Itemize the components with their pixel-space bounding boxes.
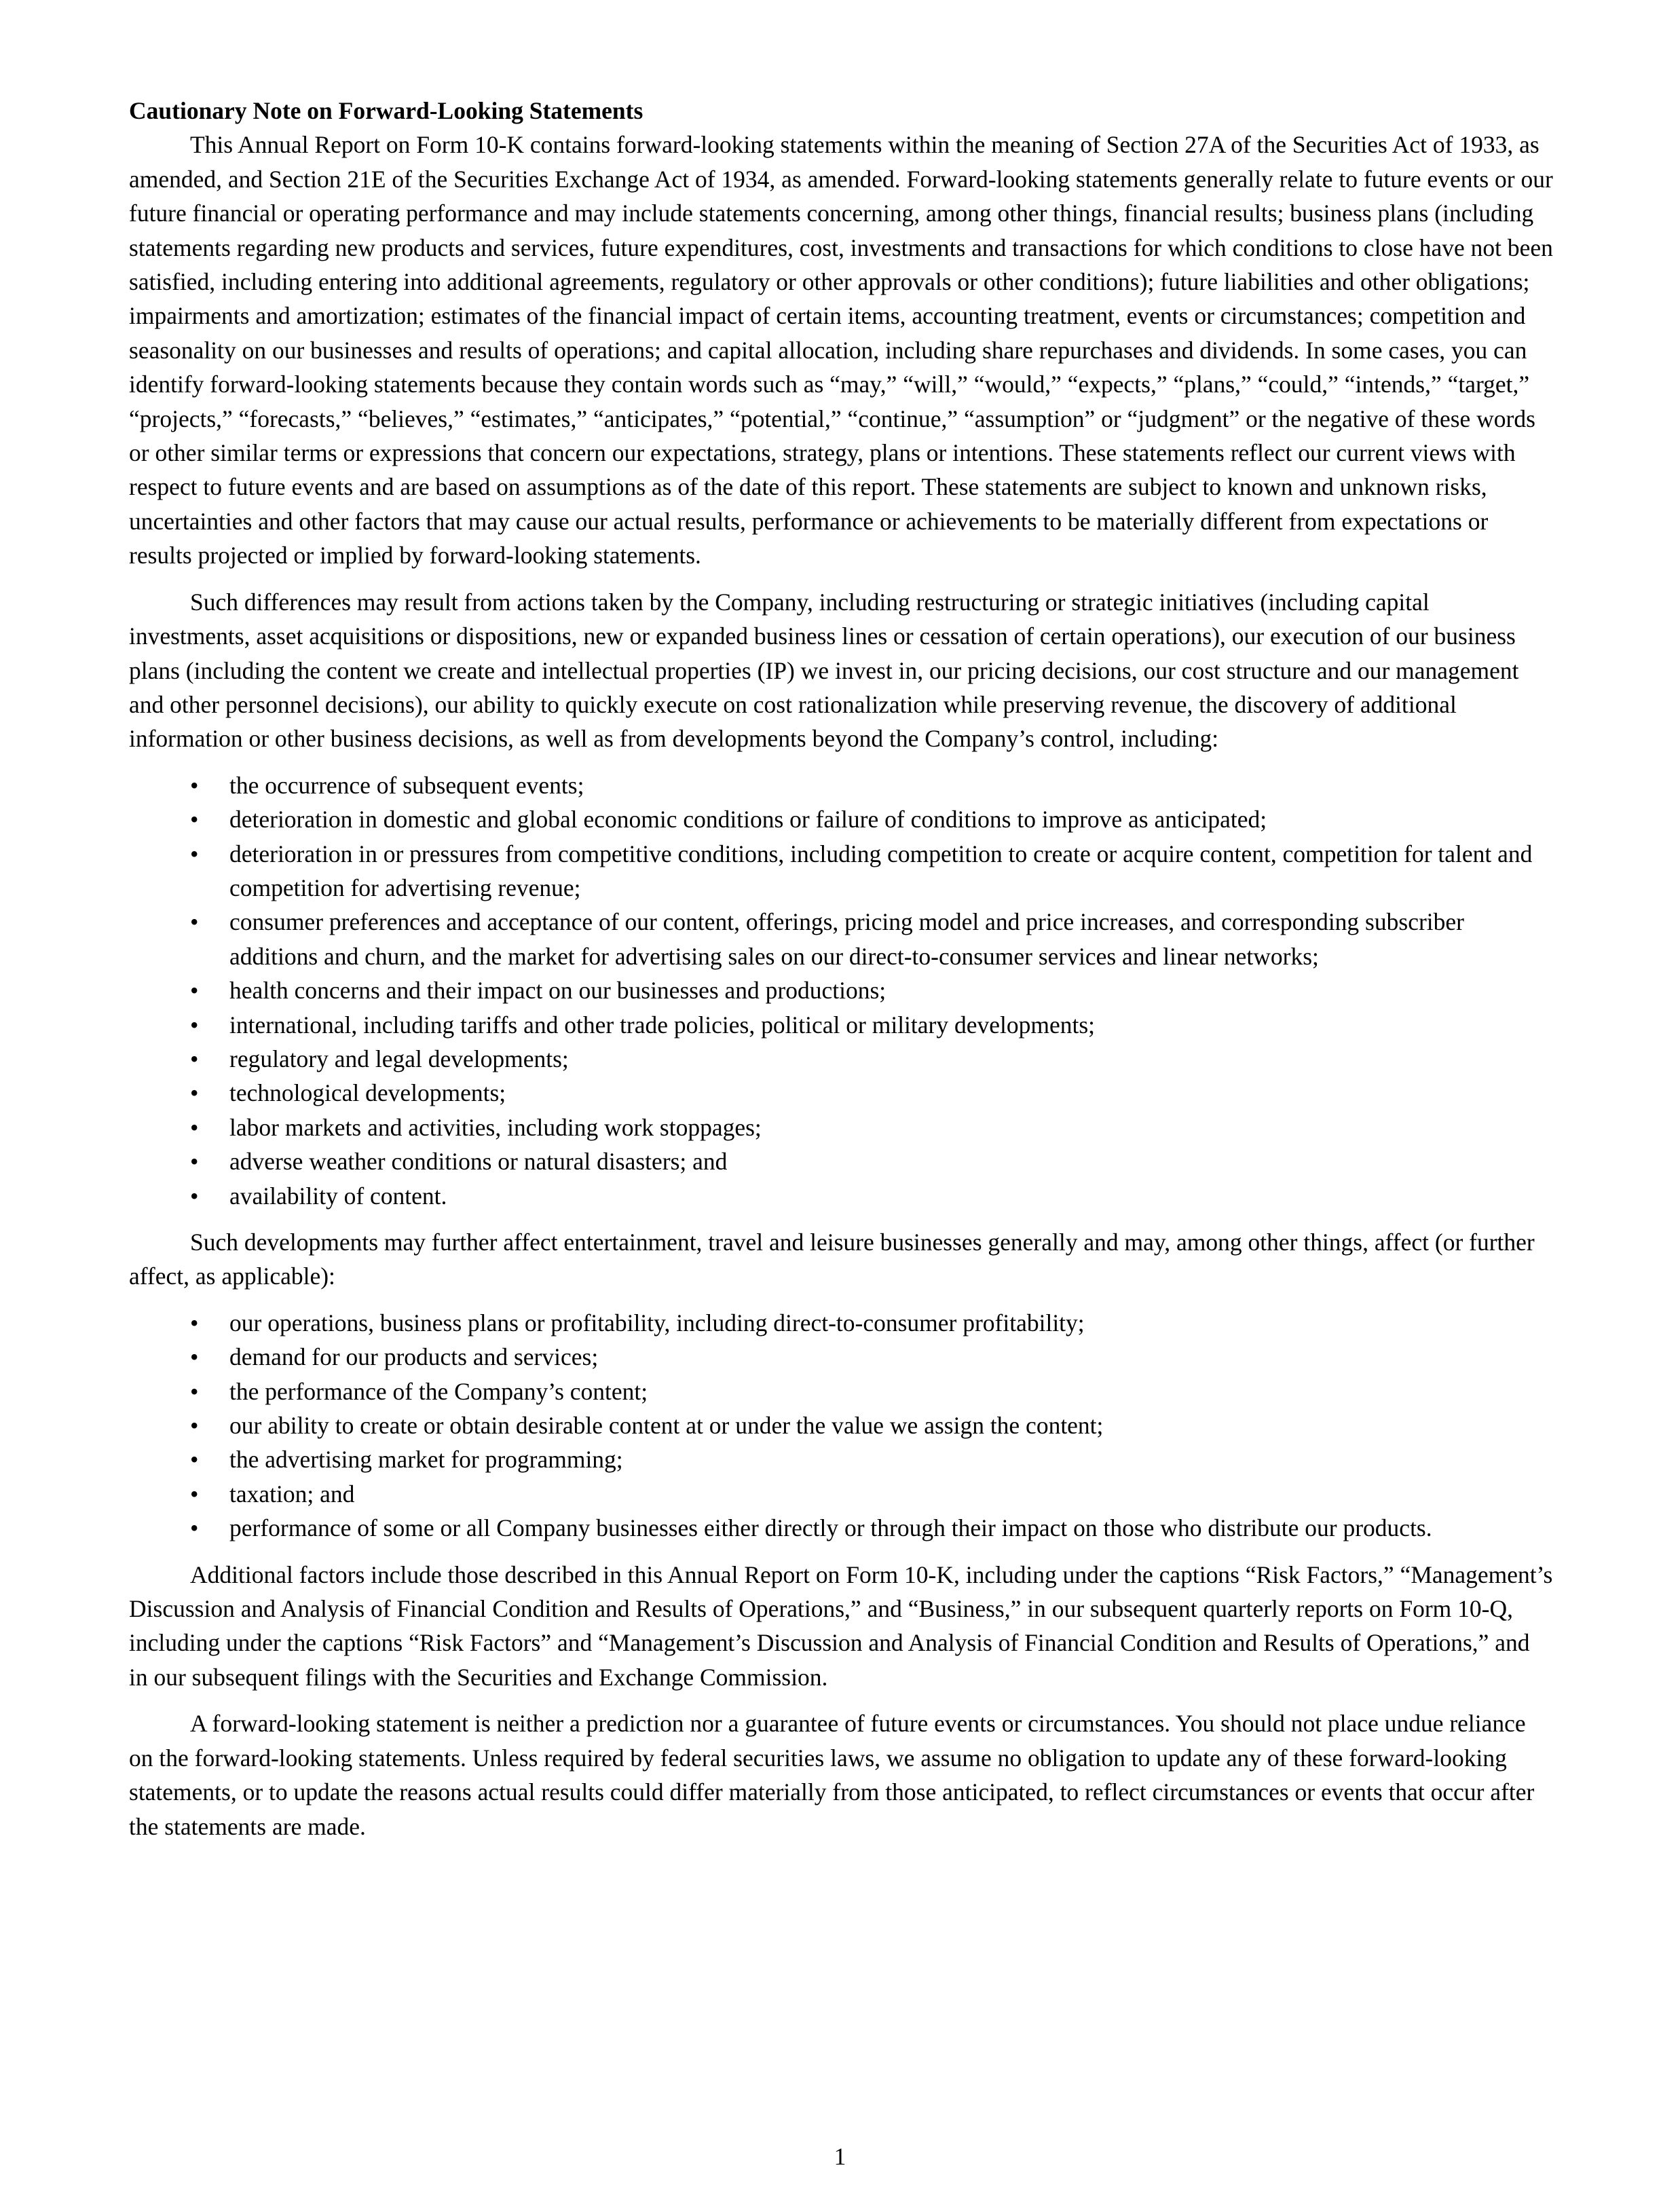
- list-item-text: consumer preferences and acceptance of our content, offerings, pricing model and price increases, and corresponding subscriber additions and churn, and the market for advertising sales on our direct-to-consumer services and linear networks;: [229, 908, 1464, 970]
- bullet-icon: •: [190, 1412, 199, 1440]
- bullet-icon: •: [190, 1148, 199, 1176]
- list-item-text: the performance of the Company’s content;: [229, 1377, 648, 1405]
- bullet-icon: •: [190, 1011, 199, 1039]
- bullet-icon: •: [190, 908, 199, 936]
- list-item-text: performance of some or all Company businesses either directly or through their impact on those who distribute our products.: [229, 1514, 1432, 1542]
- list-item: [129, 1144, 1554, 1178]
- list-item-text: international, including tariffs and other trade policies, political or military developments;: [229, 1011, 1096, 1039]
- document-page: [129, 94, 1554, 1856]
- bullet-icon: •: [190, 1343, 199, 1371]
- bullet-icon: •: [190, 840, 199, 867]
- bullet-icon: •: [190, 1480, 199, 1508]
- list-item: [129, 1340, 1554, 1374]
- list-item: [129, 1008, 1554, 1042]
- list-item: [129, 905, 1554, 973]
- bullet-icon: •: [190, 1309, 199, 1336]
- list-item: [129, 802, 1554, 836]
- page-number: 1: [834, 2143, 846, 2170]
- section-heading: Cautionary Note on Forward-Looking Statements: [129, 97, 643, 124]
- bullet-icon: •: [190, 1446, 199, 1474]
- bullet-icon: •: [190, 1045, 199, 1072]
- list-item-text: technological developments;: [229, 1079, 506, 1107]
- list-item-text: availability of content.: [229, 1182, 447, 1210]
- list-item-text: health concerns and their impact on our businesses and productions;: [229, 977, 886, 1005]
- paragraph-further-affect: Such developments may further affect entertainment, travel and leisure businesses generally and may, among other things, affect (or further affect, as applicable):: [129, 1229, 1535, 1290]
- paragraph-no-guarantee: A forward-looking statement is neither a prediction nor a guarantee of future events or circumstances. You should not place undue reliance on the forward-looking statements. Unless required by federal securities laws, we assume no obligation to update any of these forward-looking statements, or to update the reasons actual results could differ materially from those anticipated, to reflect circumstances or events that occur after the statements are made.: [129, 1710, 1535, 1840]
- list-item: [129, 1442, 1554, 1476]
- bullet-icon: •: [190, 1079, 199, 1107]
- paragraph-forward-looking-intro: This Annual Report on Form 10-K contains forward-looking statements within the meaning of Section 27A of the Securities Act of 1933, as amended, and Section 21E of the Securities Exchange Act of 1934, as amended. Forward-looking statements generally relate to future events or our future financial or operating performance and may include statements concerning, among other things, financial results; business plans (including statements regarding new products and services, future expenditures, cost, investments and transactions for which conditions to close have not been satisfied, including entering into additional agreements, regulatory or other approvals or other conditions); future liabilities and other obligations; impairments and amortization; estimates of the financial impact of certain items, accounting treatment, events or circumstances; competition and seasonality on our businesses and results of operations; and capital allocation, including share repurchases and dividends. In some cases, you can identify forward-looking statements because they contain words such as “may,” “will,” “would,” “expects,” “plans,” “could,” “intends,” “target,” “projects,” “forecasts,” “believes,” “estimates,” “anticipates,” “potential,” “continue,” “assumption” or “judgment” or the negative of these words or other similar terms or expressions that concern our expectations, strategy, plans or intentions. These statements reflect our current views with respect to future events and are based on assumptions as of the date of this report. These statements are subject to known and unknown risks, uncertainties and other factors that may cause our actual results, performance or achievements to be materially different from expectations or results projected or implied by forward-looking statements.: [129, 131, 1553, 569]
- list-item: [129, 1408, 1554, 1442]
- list-item-text: adverse weather conditions or natural disasters; and: [229, 1148, 728, 1176]
- list-item-text: the advertising market for programming;: [229, 1446, 623, 1474]
- list-item-text: the occurrence of subsequent events;: [229, 771, 584, 799]
- bullet-icon: •: [190, 1113, 199, 1141]
- list-item: [129, 1076, 1554, 1110]
- affected-areas-list: [129, 1306, 1554, 1546]
- list-item: [129, 1042, 1554, 1076]
- list-item-text: taxation; and: [229, 1480, 355, 1508]
- bullet-icon: •: [190, 771, 199, 799]
- paragraph-differences: Such differences may result from actions taken by the Company, including restructuring or strategic initiatives (including capital investments, asset acquisitions or dispositions, new or expanded business lines or cessation of certain operations), our execution of our business plans (including the content we create and intellectual properties (IP) we invest in, our pricing decisions, our cost structure and our management and other personnel decisions), our ability to quickly execute on cost rationalization while preserving revenue, the discovery of additional information or other business decisions, as well as from developments beyond the Company’s control, including:: [129, 588, 1519, 753]
- list-item: [129, 1110, 1554, 1144]
- risk-factor-list: [129, 768, 1554, 1213]
- list-item-text: demand for our products and services;: [229, 1343, 599, 1371]
- list-item: [129, 1477, 1554, 1511]
- bullet-icon: •: [190, 1377, 199, 1405]
- bullet-icon: •: [190, 806, 199, 834]
- list-item: [129, 1374, 1554, 1408]
- bullet-icon: •: [190, 1514, 199, 1542]
- list-item-text: labor markets and activities, including work stoppages;: [229, 1113, 762, 1141]
- list-item: [129, 768, 1554, 802]
- bullet-icon: •: [190, 977, 199, 1005]
- list-item-text: deterioration in or pressures from competitive conditions, including competition to create or acquire content, competition for talent and competition for advertising revenue;: [229, 840, 1533, 901]
- list-item: [129, 1306, 1554, 1340]
- list-item: [129, 1511, 1554, 1545]
- list-item: [129, 973, 1554, 1007]
- list-item-text: regulatory and legal developments;: [229, 1045, 569, 1072]
- bullet-icon: •: [190, 1182, 199, 1210]
- list-item: [129, 837, 1554, 905]
- paragraph-additional-factors: Additional factors include those described in this Annual Report on Form 10-K, including under the captions “Risk Factors,” “Management’s Discussion and Analysis of Financial Condition and Results of Operations,” and “Business,” in our subsequent quarterly reports on Form 10-Q, including under the captions “Risk Factors” and “Management’s Discussion and Analysis of Financial Condition and Results of Operations,” and in our subsequent filings with the Securities and Exchange Commission.: [129, 1560, 1553, 1691]
- list-item-text: our ability to create or obtain desirable content at or under the value we assign the content;: [229, 1412, 1104, 1440]
- list-item: [129, 1179, 1554, 1213]
- list-item-text: our operations, business plans or profitability, including direct-to-consumer profitability;: [229, 1309, 1085, 1336]
- list-item-text: deterioration in domestic and global economic conditions or failure of conditions to improve as anticipated;: [229, 806, 1267, 834]
